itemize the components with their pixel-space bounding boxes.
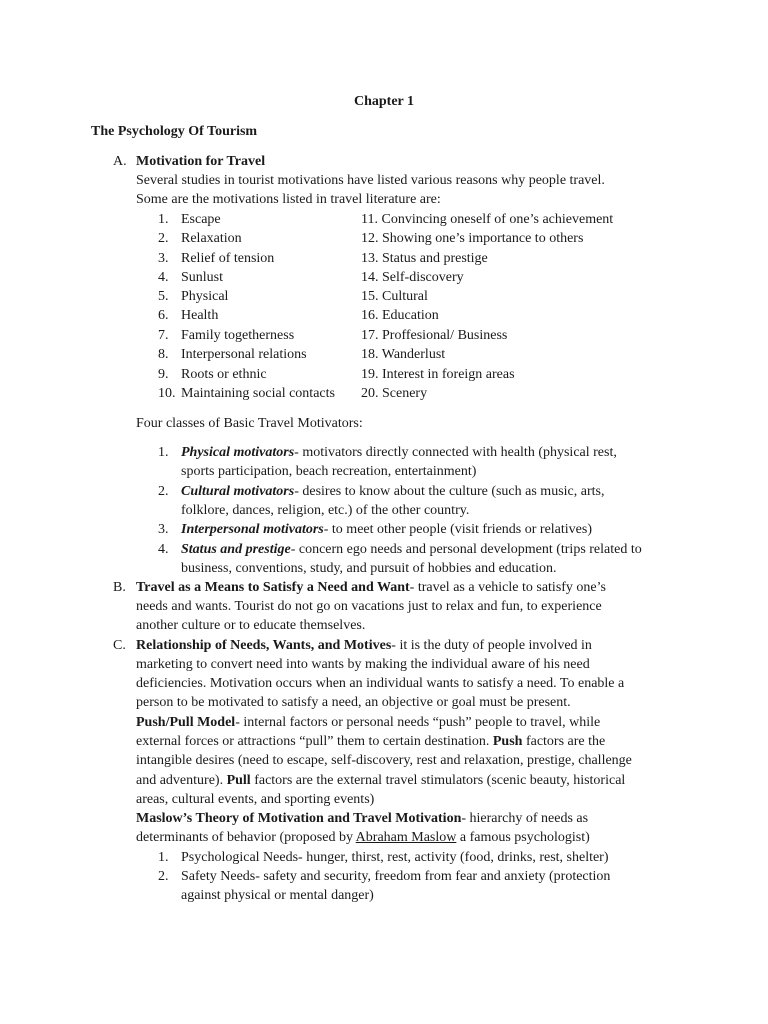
maslow-text: a famous psychologist) [456, 830, 590, 845]
section-c-first-line [136, 637, 592, 654]
list-number: 2. [158, 869, 169, 884]
class-item [181, 541, 642, 558]
section-b-text: - travel as a vehicle to satisfy one’s [409, 580, 606, 595]
class-description: - desires to know about the culture (such as music, arts, [294, 484, 605, 499]
list-item: Physical [181, 289, 229, 304]
maslow-line [136, 829, 590, 846]
maslow-text: - hierarchy of needs as [461, 811, 589, 826]
class-item [181, 444, 617, 461]
push-term: Push [492, 734, 523, 749]
list-item: 14. Self-discovery [361, 270, 464, 285]
push-pull-text: factors are the [522, 734, 606, 749]
push-pull-line: areas, cultural events, and sporting events) [136, 792, 375, 807]
chapter-heading: Chapter 1 [353, 94, 415, 109]
list-item: Sunlust [181, 270, 224, 285]
section-c-line: deficiencies. Motivation occurs when an individual wants to satisfy a need. To enable a [136, 676, 625, 691]
list-item: Health [181, 308, 219, 323]
class-term: Interpersonal motivators [181, 522, 324, 537]
section-a-letter: A. [113, 154, 127, 169]
list-item: 16. Education [361, 308, 439, 323]
list-number: 2. [158, 231, 169, 246]
class-description-cont: folklore, dances, religion, etc.) of the other country. [181, 503, 470, 518]
maslow-text: determinants of behavior (proposed by [136, 830, 356, 845]
classes-intro: Four classes of Basic Travel Motivators: [136, 416, 363, 431]
push-pull-line [136, 733, 605, 750]
class-description-cont: business, conventions, study, and pursuit of hobbies and education. [181, 561, 557, 576]
list-number: 4. [158, 542, 169, 557]
push-pull-text: - internal factors or personal needs “push” people to travel, while [235, 715, 601, 730]
list-item: 20. Scenery [361, 386, 428, 401]
list-number: 5. [158, 289, 169, 304]
class-description: - motivators directly connected with health (physical rest, [294, 445, 617, 460]
list-number: 7. [158, 328, 169, 343]
pull-term: Pull [226, 773, 251, 788]
list-item: Roots or ethnic [181, 367, 267, 382]
class-item [181, 483, 604, 500]
list-item: Escape [181, 212, 221, 227]
maslow-line [136, 810, 588, 827]
list-number: 1. [158, 445, 169, 460]
maslow-term: Maslow’s Theory of Motivation and Travel Motivation [136, 811, 462, 826]
list-item: Maintaining social contacts [181, 386, 335, 401]
section-b-line: another culture or to educate themselves. [136, 618, 366, 633]
document-title: The Psychology Of Tourism [91, 124, 258, 139]
list-number: 2. [158, 484, 169, 499]
list-item: Family togetherness [181, 328, 295, 343]
need-item: Safety Needs- safety and security, freedom from fear and anxiety (protection [181, 869, 611, 884]
list-item: 18. Wanderlust [361, 347, 446, 362]
section-b-heading: Travel as a Means to Satisfy a Need and Want [136, 580, 410, 595]
list-item: 13. Status and prestige [361, 251, 488, 266]
class-term: Physical motivators [181, 445, 295, 460]
class-term: Cultural motivators [181, 484, 295, 499]
list-item: 19. Interest in foreign areas [361, 367, 515, 382]
push-pull-text: factors are the external travel stimulators (scenic beauty, historical [250, 773, 626, 788]
list-item: 17. Proffesional/ Business [361, 328, 508, 343]
list-number: 9. [158, 367, 169, 382]
class-term: Status and prestige [181, 542, 291, 557]
list-number: 1. [158, 850, 169, 865]
section-b-letter: B. [113, 580, 126, 595]
section-c-text: - it is the duty of people involved in [391, 638, 592, 653]
maslow-link[interactable]: Abraham Maslow [355, 830, 457, 845]
section-a-intro-line: Several studies in tourist motivations have listed various reasons why people travel. [136, 173, 605, 188]
section-a-intro-line: Some are the motivations listed in travel literature are: [136, 192, 441, 207]
class-description: - concern ego needs and personal development (trips related to [290, 542, 642, 557]
section-c-letter: C. [113, 638, 126, 653]
section-a-heading: Motivation for Travel [136, 154, 266, 169]
push-pull-line: intangible desires (need to escape, self-discovery, rest and relaxation, prestige, challenge [136, 753, 632, 768]
list-number: 3. [158, 522, 169, 537]
push-pull-text: and adventure). [136, 773, 227, 788]
list-number: 1. [158, 212, 169, 227]
class-item [181, 521, 592, 538]
list-item: Relaxation [181, 231, 242, 246]
section-b-first-line [136, 579, 606, 596]
section-c-line: person to be motivated to satisfy a need, an objective or goal must be present. [136, 695, 571, 710]
push-pull-text: external forces or attractions “pull” them to certain destination. [136, 734, 493, 749]
list-item: 15. Cultural [361, 289, 428, 304]
list-number: 3. [158, 251, 169, 266]
section-c-line: marketing to convert need into wants by making the individual aware of his need [136, 657, 590, 672]
class-description: - to meet other people (visit friends or relatives) [323, 522, 592, 537]
class-description-cont: sports participation, beach recreation, entertainment) [181, 464, 477, 479]
list-number: 4. [158, 270, 169, 285]
list-number: 8. [158, 347, 169, 362]
need-item-cont: against physical or mental danger) [181, 888, 374, 903]
list-item: Interpersonal relations [181, 347, 307, 362]
list-item: 12. Showing one’s importance to others [361, 231, 584, 246]
push-pull-line [136, 714, 600, 731]
section-b-line: needs and wants. Tourist do not go on vacations just to relax and fun, to experience [136, 599, 602, 614]
push-pull-line [136, 772, 625, 789]
list-item: Relief of tension [181, 251, 275, 266]
list-number: 6. [158, 308, 169, 323]
need-item: Psychological Needs- hunger, thirst, rest, activity (food, drinks, rest, shelter) [181, 850, 609, 865]
list-number: 10. [158, 386, 176, 401]
list-item: 11. Convincing oneself of one’s achievement [361, 212, 614, 227]
section-c-heading: Relationship of Needs, Wants, and Motives [136, 638, 392, 653]
push-pull-term: Push/Pull Model [136, 715, 236, 730]
